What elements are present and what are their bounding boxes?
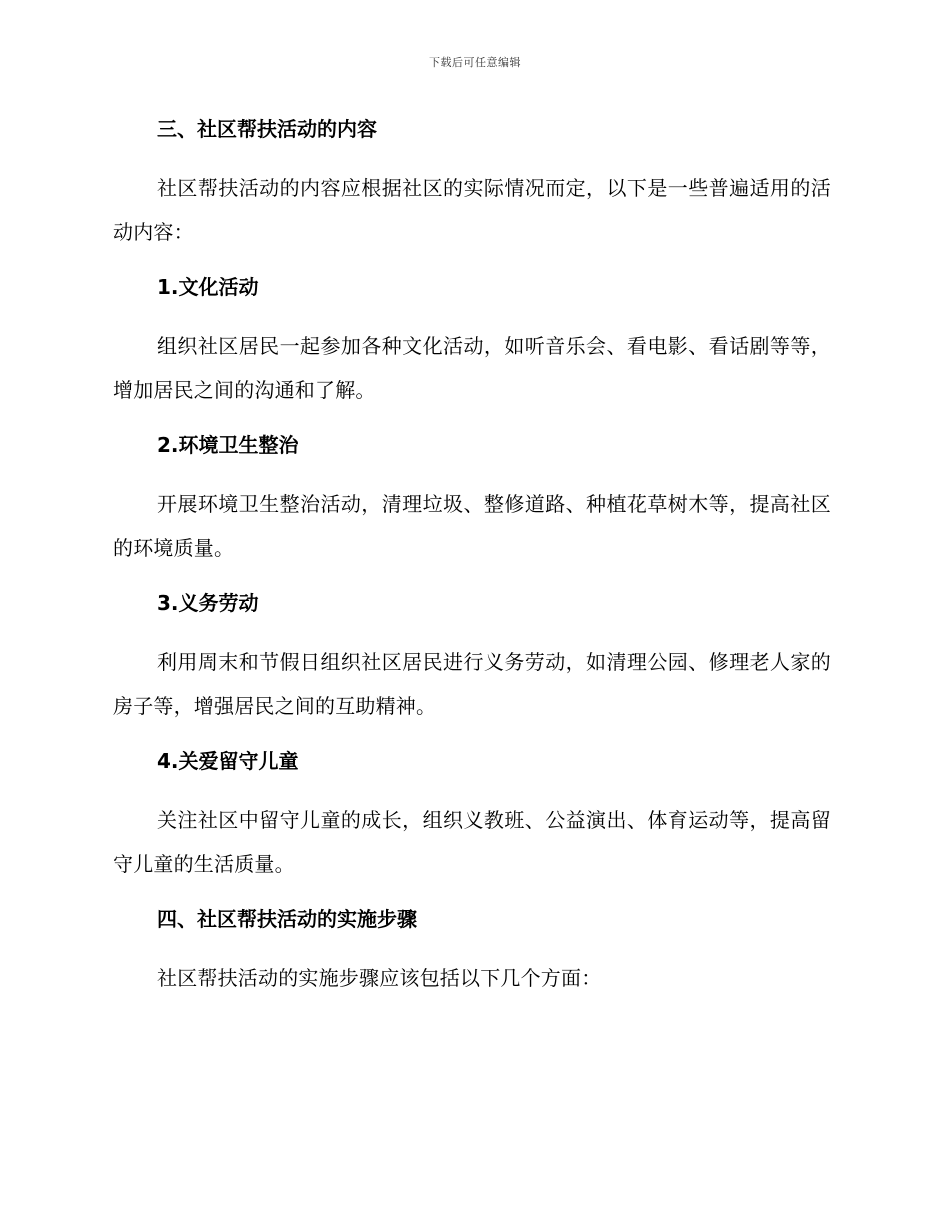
paragraph: 社区帮扶活动的内容应根据社区的实际情况而定，以下是一些普遍适用的活动内容： — [113, 176, 831, 244]
subsection-heading: 3.义务劳动 — [157, 591, 259, 615]
paragraph: 开展环境卫生整治活动，清理垃圾、整修道路、种植花草树木等，提高社区的环境质量。 — [113, 492, 831, 560]
paragraph: 利用周末和节假日组织社区居民进行义务劳动，如清理公园、修理老人家的房子等，增强居民之间的互助精神。 — [113, 650, 831, 718]
paragraph: 组织社区居民一起参加各种文化活动，如听音乐会、看电影、看话剧等等，增加居民之间的沟通和了解。 — [113, 334, 831, 402]
section-heading: 四、社区帮扶活动的实施步骤 — [157, 907, 417, 931]
header-note: 下载后可任意编辑 — [429, 56, 521, 69]
paragraph: 关注社区中留守儿童的成长，组织义教班、公益演出、体育运动等，提高留守儿童的生活质量。 — [113, 808, 831, 876]
document-body — [113, 110, 831, 1000]
subsection-heading: 1.文化活动 — [157, 275, 259, 299]
subsection-heading: 4.关爱留守儿童 — [157, 749, 299, 773]
subsection-heading: 2.环境卫生整治 — [157, 433, 299, 457]
section-heading: 三、社区帮扶活动的内容 — [157, 117, 377, 141]
paragraph: 社区帮扶活动的实施步骤应该包括以下几个方面： — [157, 966, 602, 990]
